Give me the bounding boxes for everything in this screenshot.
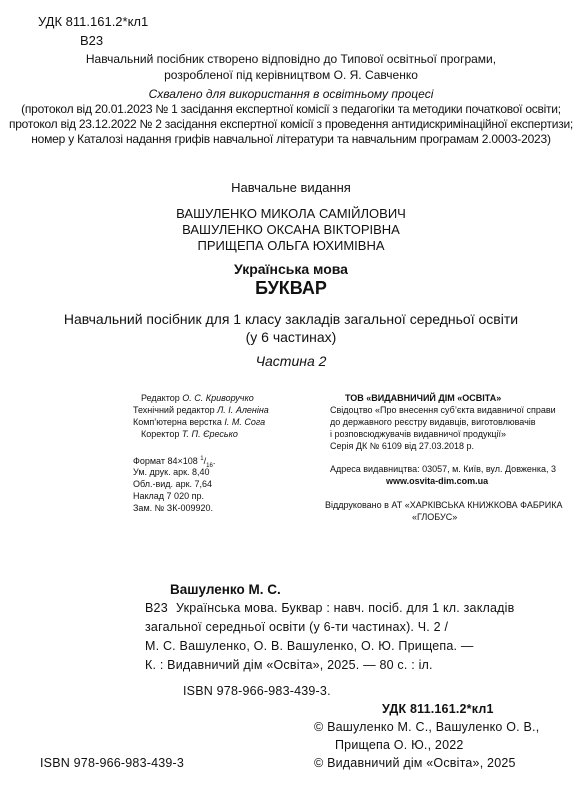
catalog-line-4: К. : Видавничий дім «Освіта», 2025. — 80 с. : іл. <box>145 658 433 672</box>
approval-heading: Схвалено для використання в освітньому процесі <box>148 87 434 101</box>
author-1: ВАШУЛЕНКО МИКОЛА САМІЙЛОВИЧ <box>176 206 406 221</box>
format-suffix: . <box>212 456 216 466</box>
staff-name: Л. І. Аленіна <box>217 405 269 415</box>
intro-line-1: Навчальний посібник створено відповідно до Типової освітньої програми, <box>85 52 497 66</box>
subject: Українська мова <box>234 261 348 277</box>
author-3: ПРИЩЕПА ОЛЬГА ЮХИМІВНА <box>197 238 385 253</box>
approval-line-1: (протокол від 20.01.2023 № 1 засідання експертної комісії з педагогіки та методики початкової освіти; <box>21 102 561 116</box>
catalog-code: В23 <box>145 601 168 615</box>
spec-order: Зам. № ЗК-009920. <box>133 503 213 513</box>
catalog-isbn: ISBN 978-966-983-439-3. <box>183 684 331 698</box>
subtitle-line-2: (у 6 частинах) <box>245 329 337 345</box>
spec-run: Наклад 7 020 пр. <box>133 491 204 501</box>
copyright-line-3: © Видавничий дім «Освіта», 2025 <box>314 756 516 770</box>
spec-format: Формат 84×108 $^1/_{16}$. <box>133 456 216 469</box>
catalog-udk: УДК 811.161.2*кл1 <box>382 702 494 716</box>
staff-role: Технічний редактор <box>133 405 215 415</box>
staff-layout <box>133 417 265 428</box>
part-label: Частина 2 <box>255 353 327 369</box>
udk-top: УДК 811.161.2*кл1 <box>38 14 149 29</box>
format-frac-den: 16 <box>206 462 213 469</box>
publisher-name: ТОВ «ВИДАВНИЧИЙ ДІМ «ОСВІТА» <box>345 393 502 403</box>
subtitle-line-1: Навчальний посібник для 1 класу закладів загальної середньої освіти <box>63 311 519 327</box>
copyright-line-2: Прищепа О. Ю., 2022 <box>335 738 464 752</box>
author-2: ВАШУЛЕНКО ОКСАНА ВІКТОРІВНА <box>182 222 400 237</box>
intro-line-2: розробленої під керівництвом О. Я. Савченко <box>164 68 418 82</box>
staff-role: Коректор <box>141 429 180 439</box>
staff-name: О. С. Криворучко <box>182 393 254 403</box>
format-frac-num: 1 <box>200 456 204 462</box>
publisher-website: www.osvita-dim.com.ua <box>386 476 489 486</box>
code-top: В23 <box>80 33 104 48</box>
publisher-cert-4: Серія ДК № 6109 від 27.03.2018 р. <box>330 441 474 451</box>
staff-role: Редактор <box>141 393 180 403</box>
format-value: Формат 84×108 <box>133 456 201 466</box>
book-title: БУКВАР <box>255 278 327 298</box>
staff-name: І. М. Сога <box>224 417 266 427</box>
catalog-line-2: загальної середньої освіти (у 6-ти частинах). Ч. 2 / <box>145 620 449 634</box>
publisher-cert-1: Свідоцтво «Про внесення суб’єкта видавничої справи <box>330 405 556 415</box>
staff-role: Комп’ютерна верстка <box>133 417 222 427</box>
staff-tech-editor <box>133 405 269 416</box>
catalog-line-3: М. С. Вашуленко, О. В. Вашуленко, О. Ю. Прищепа. — <box>145 639 474 653</box>
approval-line-2: протокол від 23.12.2022 № 2 засідання експертної комісії з проведення антидискримінаційної експертизи; <box>9 117 573 131</box>
publisher-cert-2: до державного реєстру видавців, виготовлювачів <box>330 417 536 427</box>
staff-proofreader <box>141 429 238 440</box>
publisher-address: Адреса видавництва: 03057, м. Київ, вул. Довженка, 3 <box>330 464 557 474</box>
copyright-line-1: © Вашуленко М. С., Вашуленко О. В., <box>314 720 540 734</box>
staff-editor <box>141 393 254 404</box>
printed-by-1: Віддруковано в АТ «ХАРКІВСЬКА КНИЖКОВА ФАБРИКА <box>325 500 563 510</box>
catalog-author: Вашуленко М. С. <box>170 582 281 597</box>
edition-type: Навчальне видання <box>231 180 351 195</box>
spec-sheets: Ум. друк. арк. 8,40 <box>133 467 210 477</box>
catalog-line-1: Українська мова. Буквар : навч. посіб. для 1 кл. закладів <box>176 601 515 615</box>
approval-line-3: номер у Каталозі надання грифів навчальної літератури та навчальним програмам 2.0003-2023) <box>31 132 551 146</box>
isbn-bottom: ISBN 978-966-983-439-3 <box>40 756 185 770</box>
staff-name: Т. П. Єресько <box>181 429 238 439</box>
printed-by-2: «ГЛОБУС» <box>412 512 458 522</box>
spec-pub-sheets: Обл.-вид. арк. 7,64 <box>133 479 213 489</box>
publisher-cert-3: і розповсюджувачів видавничої продукції» <box>330 429 507 439</box>
